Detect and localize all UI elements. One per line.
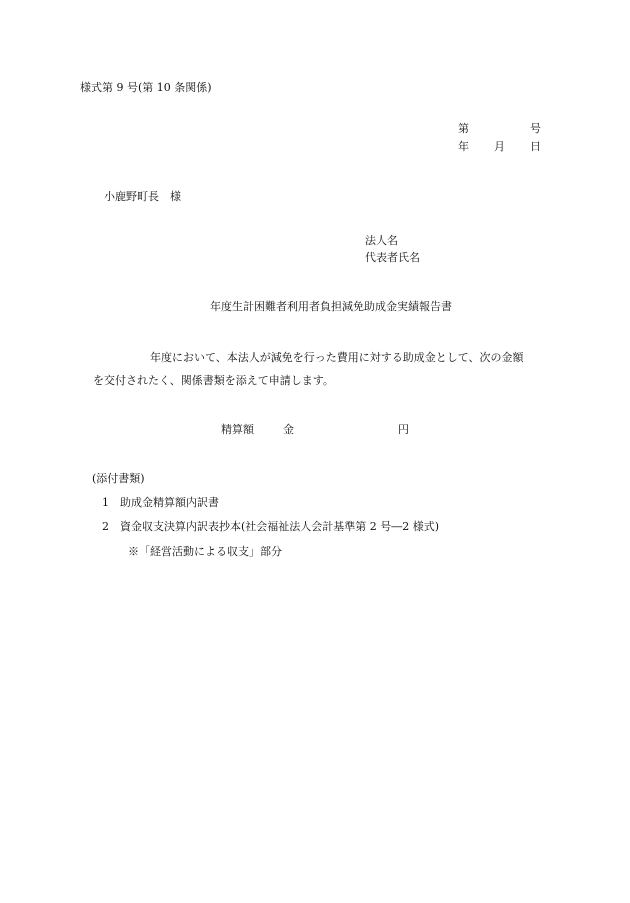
addressee: 小鹿野町長 様	[104, 190, 181, 203]
attachment-2-number: 2	[102, 520, 109, 533]
attachment-1-text: 助成金精算額内訳書	[120, 496, 219, 509]
body-line-1: 年度において、本法人が減免を行った費用に対する助成金として、次の金額	[150, 351, 524, 364]
form-reference: 様式第 9 号(第 10 条関係)	[80, 81, 212, 94]
date-month: 月	[494, 140, 505, 153]
date-day: 日	[530, 140, 541, 153]
attachment-2-text: 資金収支決算内訳表抄本(社会福祉法人会計基準第 2 号―2 様式)	[120, 520, 440, 533]
document-title: 年度生計困難者利用者負担減免助成金実績報告書	[210, 300, 452, 313]
doc-number-go: 号	[530, 122, 541, 135]
date-year: 年	[458, 140, 469, 153]
attachment-note: ※「経営活動による収支」部分	[128, 545, 282, 558]
body-line-2: を交付されたく、関係書類を添えて申請します。	[93, 374, 334, 387]
attachment-1-number: 1	[102, 496, 109, 509]
corp-name-label: 法人名	[365, 234, 398, 247]
doc-number-dai: 第	[458, 122, 469, 135]
amount-label: 精算額	[221, 423, 254, 436]
attachments-heading: (添付書類)	[92, 472, 145, 485]
amount-kin: 金	[283, 423, 294, 436]
amount-yen: 円	[398, 423, 409, 436]
rep-name-label: 代表者氏名	[365, 251, 420, 264]
